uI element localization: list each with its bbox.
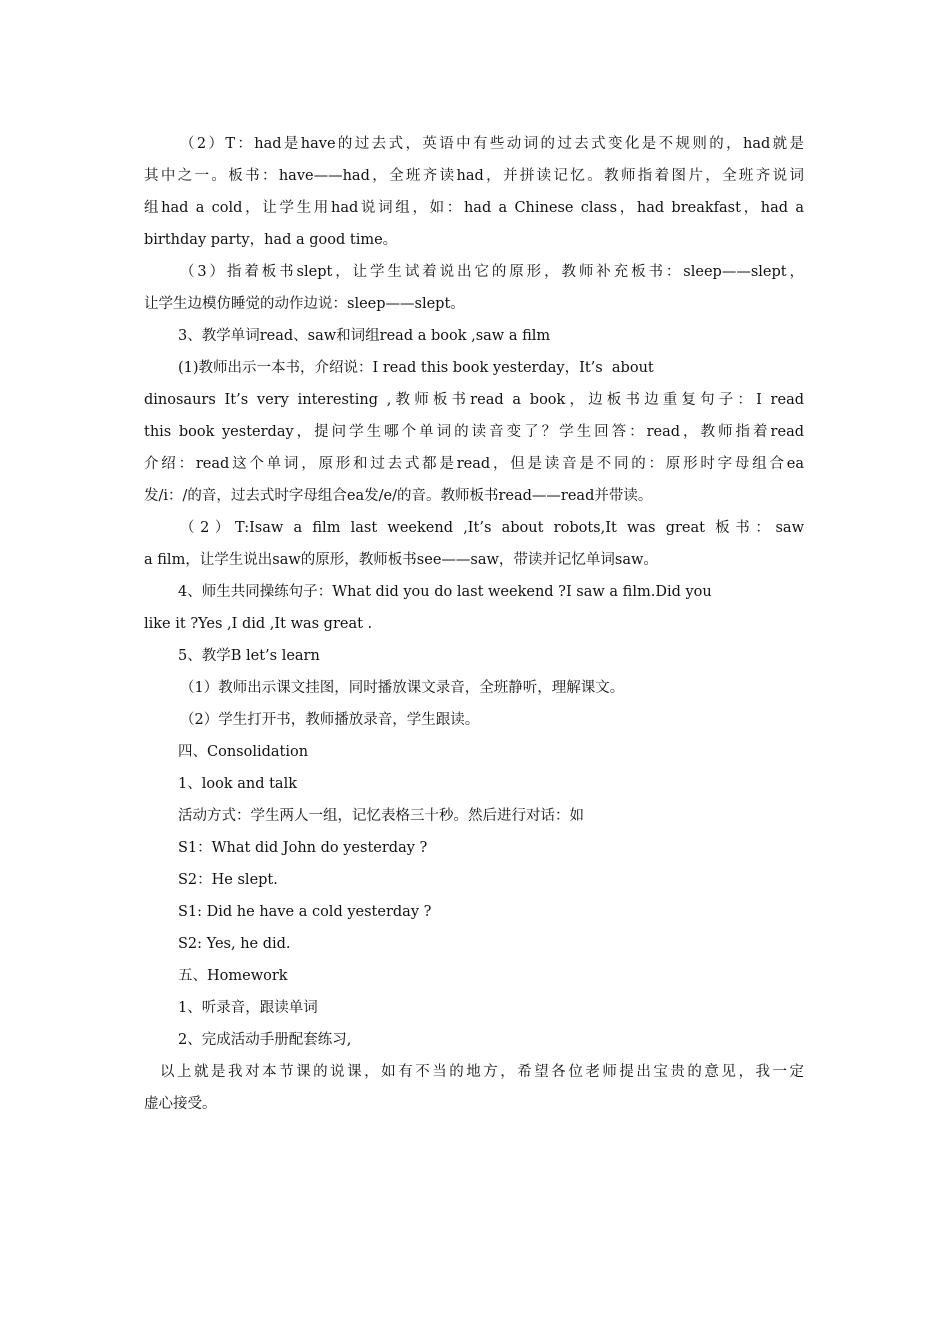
paragraph-line: a film，让学生说出saw的原形，教师板书see——saw，带读并记忆单词saw。 [144, 552, 658, 568]
paragraph-line: 让学生边模仿睡觉的动作边说：sleep——slept。 [144, 296, 465, 312]
list-item: 2、完成活动手册配套练习, [178, 1032, 352, 1048]
paragraph-line: dinosaurs It’s very interesting ,教师板书read a book，边板书边重复句子：I read [144, 392, 804, 408]
paragraph-line: （3）指着板书slept，让学生试着说出它的原形，教师补充板书：sleep——slept， [180, 264, 804, 280]
section-heading: 1、look and talk [178, 776, 297, 792]
paragraph-line: like it ?Yes ,I did ,It was great . [144, 616, 373, 632]
paragraph-line: 以上就是我对本节课的说课，如有不当的地方，希望各位老师提出宝贵的意见，我一定 [160, 1064, 804, 1080]
section-heading: 3、教学单词read、saw和词组read a book ,saw a film [178, 328, 551, 344]
section-heading: 五、Homework [178, 968, 288, 984]
paragraph-line: 发/i：/的音，过去式时字母组合ea发/e/的音。教师板书read——read并带读。 [144, 488, 653, 504]
paragraph-line: 活动方式：学生两人一组，记忆表格三十秒。然后进行对话：如 [178, 808, 584, 824]
list-item: 1、听录音，跟读单词 [178, 1000, 318, 1016]
paragraph-line: 4、师生共同操练句子：What did you do last weekend ?I saw a film.Did you [178, 584, 712, 600]
dialogue-line: S1：What did John do yesterday ? [178, 840, 428, 856]
paragraph-line: 组had a cold，让学生用had说词组，如：had a Chinese class，had breakfast，had a [144, 200, 804, 216]
paragraph-line: （2）T：had是have的过去式，英语中有些动词的过去式变化是不规则的，had就是 [180, 136, 804, 152]
paragraph-line: （2）学生打开书，教师播放录音，学生跟读。 [180, 712, 480, 728]
document-body [144, 128, 804, 1120]
paragraph-line: (1)教师出示一本书，介绍说：I read this book yesterday，It’s about [178, 360, 654, 376]
paragraph-line: this book yesterday，提问学生哪个单词的读音变了？学生回答：read，教师指着read [144, 424, 804, 440]
paragraph-line: 其中之一。板书：have——had，全班齐读had，并拼读记忆。教师指着图片，全班齐说词 [144, 168, 804, 184]
paragraph-line: （1）教师出示课文挂图，同时播放课文录音，全班静听，理解课文。 [180, 680, 625, 696]
section-heading: 四、Consolidation [178, 744, 309, 760]
dialogue-line: S2：He slept. [178, 872, 278, 888]
paragraph-line: 介绍：read这个单词，原形和过去式都是read，但是读音是不同的：原形时字母组合ea [144, 456, 804, 472]
paragraph-line: （2）T:Isaw a film last weekend ,It’s about robots,It was great 板书：saw [180, 520, 804, 536]
section-heading: 5、教学B let’s learn [178, 648, 320, 664]
dialogue-line: S2: Yes, he did. [178, 936, 291, 952]
paragraph-line: 虚心接受。 [144, 1096, 217, 1112]
paragraph-line: birthday party，had a good time。 [144, 232, 398, 248]
dialogue-line: S1: Did he have a cold yesterday ? [178, 904, 432, 920]
